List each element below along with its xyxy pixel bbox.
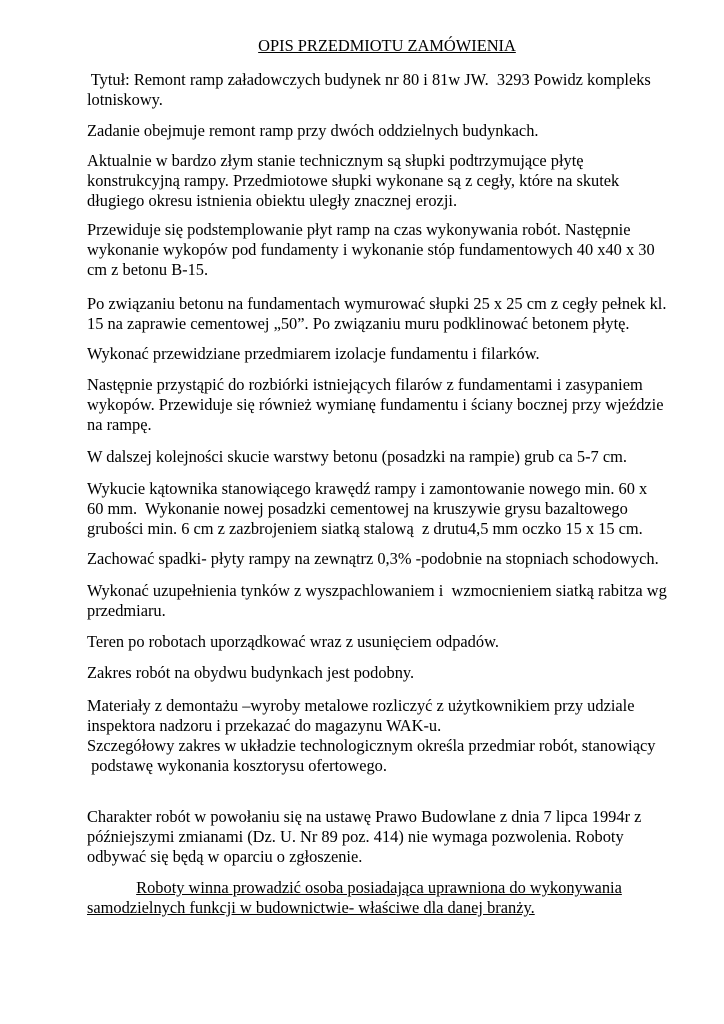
paragraph [87,549,717,569]
paragraph-line: Zachować spadki- płyty rampy na zewnątrz 0,3% -podobnie na stopniach schodowych. [87,549,659,568]
paragraph-line: wykonanie wykopów pod fundamenty i wykonanie stóp fundamentowych 40 x40 x 30 [87,240,655,259]
paragraph [87,581,717,621]
paragraph [87,807,717,867]
paragraph-line: Zakres robót na obydwu budynkach jest podobny. [87,663,415,682]
page-title: OPIS PRZEDMIOTU ZAMÓWIENIA [258,36,516,55]
paragraph [87,878,717,918]
paragraph [87,696,717,776]
paragraph-line: Teren po robotach uporządkować wraz z usunięciem odpadów. [87,632,499,651]
paragraph-line: podstawę wykonania kosztorysu ofertowego. [87,756,387,775]
paragraph-line: Następnie przystąpić do rozbiórki istniejących filarów z fundamentami i zasypaniem [87,375,643,394]
paragraph-line: 60 mm. Wykonanie nowej posadzki cementowej na kruszywie grysu bazaltowego [87,499,628,518]
paragraph-line: grubości min. 6 cm z zazbrojeniem siatką stalową z drutu4,5 mm oczko 15 x 15 cm. [87,519,643,538]
paragraph-line: późniejszymi zmianami (Dz. U. Nr 89 poz. 414) nie wymaga pozwolenia. Roboty [87,827,624,846]
paragraph-line: cm z betonu B-15. [87,260,209,279]
paragraph-line: na rampę. [87,415,152,434]
paragraph-line: inspektora nadzoru i przekazać do magazynu WAK-u. [87,716,442,735]
paragraph-line: wykopów. Przewiduje się również wymianę fundamentu i ściany bocznej przy wjeździe [87,395,664,414]
paragraph-line: 15 na zaprawie cementowej „50”. Po związaniu muru podklinować betonem płytę. [87,314,630,333]
paragraph [87,632,717,652]
paragraph [87,344,717,364]
paragraph-line: konstrukcyjną rampy. Przedmiotowe słupki wykonane są z cegły, które na skutek [87,171,620,190]
paragraph [87,70,717,110]
paragraph [87,663,717,683]
paragraph-line: Charakter robót w powołaniu się na ustawę Prawo Budowlane z dnia 7 lipca 1994r z [87,807,642,826]
paragraph-line: Zadanie obejmuje remont ramp przy dwóch oddzielnych budynkach. [87,121,539,140]
paragraph-line: Wykonać uzupełnienia tynków z wyszpachlowaniem i wzmocnieniem siatką rabitza wg [87,581,667,600]
paragraph-line: Wykonać przewidziane przedmiarem izolacje fundamentu i filarków. [87,344,540,363]
paragraph [87,121,717,141]
paragraph [87,479,717,539]
paragraph-line: odbywać się będą w oparciu o zgłoszenie. [87,847,363,866]
paragraph [87,220,717,280]
paragraph-line: Tytuł: Remont ramp załadowczych budynek nr 80 i 81w JW. 3293 Powidz kompleks [87,70,651,89]
paragraph-line: przedmiaru. [87,601,166,620]
paragraph-line: W dalszej kolejności skucie warstwy betonu (posadzki na rampie) grub ca 5-7 cm. [87,447,627,466]
paragraph-line: lotniskowy. [87,90,163,109]
paragraph-line: Wykucie kątownika stanowiącego krawędź rampy i zamontowanie nowego min. 60 x [87,479,648,498]
paragraph-line: Aktualnie w bardzo złym stanie technicznym są słupki podtrzymujące płytę [87,151,584,170]
paragraph-line: Szczegółowy zakres w układzie technologicznym określa przedmiar robót, stanowiący [87,736,656,755]
paragraph [87,151,717,211]
paragraph-line: Roboty winna prowadzić osoba posiadająca uprawniona do wykonywania [136,878,622,897]
paragraph-line: Po związaniu betonu na fundamentach wymurować słupki 25 x 25 cm z cegły pełnek kl. [87,294,667,313]
paragraph-line: Przewiduje się podstemplowanie płyt ramp na czas wykonywania robót. Następnie [87,220,631,239]
paragraph [87,447,717,467]
paragraph [87,294,717,334]
paragraph-line: samodzielnych funkcji w budownictwie- właściwe dla danej branży. [87,898,535,917]
paragraph-line: długiego okresu istnienia obiektu uległy znacznej erozji. [87,191,458,210]
paragraph [87,375,717,435]
paragraph-line: Materiały z demontażu –wyroby metalowe rozliczyć z użytkownikiem przy udziale [87,696,635,715]
